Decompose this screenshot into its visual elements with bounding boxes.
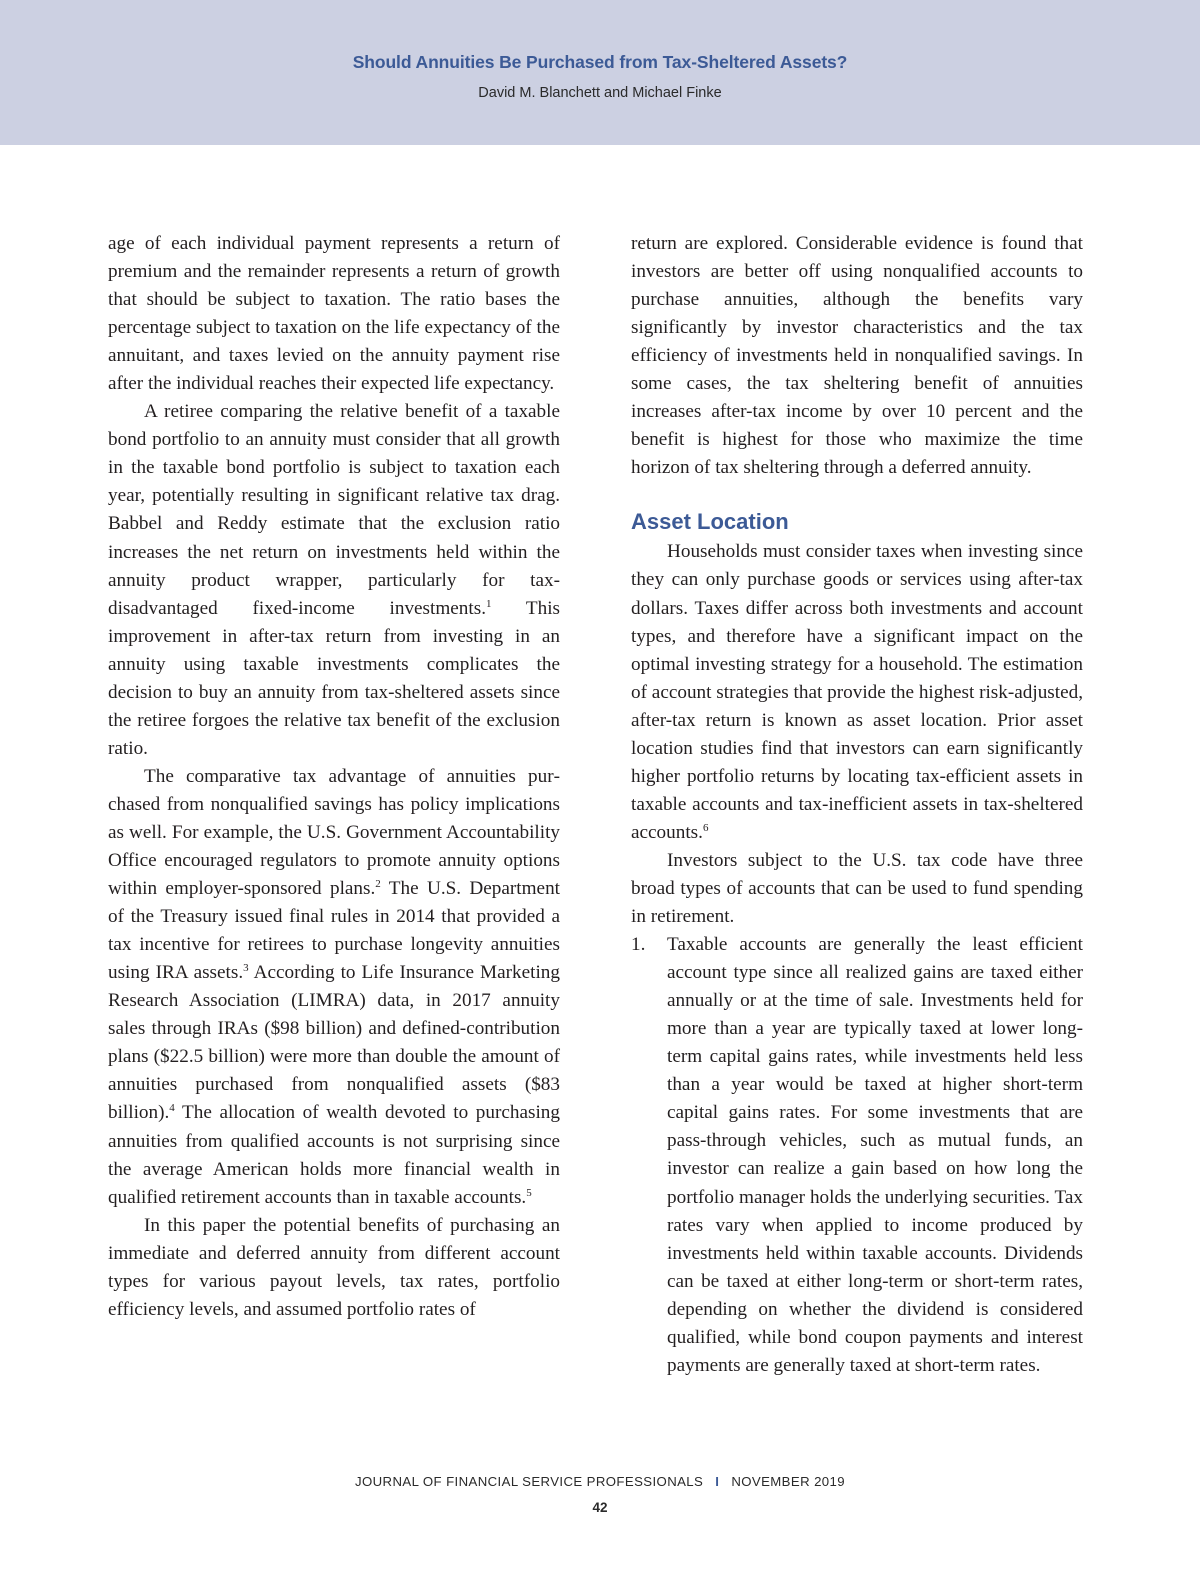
text-run: The allocation of wealth devoted to purchasing annuities from qualified accounts is not surprising since the average American holds more financial wealth in qualified retirement accounts than in taxable accounts. bbox=[108, 1102, 560, 1208]
footnote-ref: 2 bbox=[375, 878, 381, 891]
text-run: A retiree comparing the relative benefit of a taxable bond portfolio to an annuity must consider that all growth in the taxable bond portfolio is subject to taxation each year, potentially resulting in significant relative tax drag. Babbel and Reddy estimate that the exclusion ratio increases the net return on investments held within the annuity product wrapper, particularly for tax-disadvantaged fixed-income investments. bbox=[108, 401, 560, 619]
article-title: Should Annuities Be Purchased from Tax-Sheltered Assets? bbox=[352, 52, 848, 72]
list-marker: 1. bbox=[631, 934, 646, 956]
paragraph: In this paper the potential benefits of purchasing an immediate and deferred annuity from different account types for various payout levels, tax rates, portfolio efficiency levels, and assumed portfolio rates of bbox=[108, 1214, 560, 1320]
footnote-ref: 4 bbox=[169, 1102, 175, 1115]
paragraph: Investors subject to the U.S. tax code have three broad types of accounts that can be used to fund spending in retirement. bbox=[631, 849, 1083, 928]
right-column bbox=[631, 230, 1083, 1380]
footnote-ref: 5 bbox=[526, 1186, 532, 1199]
issue-date: NOVEMBER 2019 bbox=[731, 1474, 846, 1489]
text-run: Households must consider taxes when investing since they can only purchase goods or services using after-tax dollars. Taxes differ across both investments and account types, and therefore have a significant impact on the optimal investing strategy for a household. The estimation of account strategies that provide the highest risk-adjusted, after-tax return is known as asset location. Prior asset location studies find that investors can earn significantly higher portfolio returns by locating tax-efficient assets in taxable accounts and tax-inefficient assets in tax-sheltered accounts. bbox=[631, 541, 1083, 843]
journal-name: JOURNAL OF FINANCIAL SERVICE PROFESSIONALS bbox=[354, 1474, 704, 1489]
footer-journal-line bbox=[0, 1474, 1200, 1489]
paragraph bbox=[108, 763, 560, 1212]
footnote-ref: 6 bbox=[702, 821, 709, 834]
text-run: The U.S. Department of the Treasury issued final rules in 2014 that provided a tax incentive for retirees to purchase longevity annuities using IRA assets. bbox=[108, 878, 560, 984]
footer-separator: I bbox=[715, 1474, 720, 1489]
page-number: 42 bbox=[592, 1500, 608, 1515]
paragraph: return are explored. Considerable evidence is found that investors are better off using nonqualified accounts to purchase annuities, although the benefits vary significantly by investor characteristics and the tax efficiency of investments held in nonqualified savings. In some cases, the tax sheltering benefit of annuities increases after-tax income by over 10 percent and the benefit is highest for those who maximize the time horizon of tax sheltering through a deferred annuity. bbox=[631, 233, 1083, 479]
text-run: This improvement in after-tax return from investing in an annuity using taxable investments complicates the decision to buy an annuity from tax-sheltered assets since the retiree forgoes the relative tax benefit of the exclusion ratio. bbox=[108, 597, 561, 759]
article-authors: David M. Blanchett and Michael Finke bbox=[478, 85, 722, 101]
text-run: According to Life Insurance Marketing Research Association (LIMRA) data, in 2017 annuity sales through IRAs ($98 billion) and defined-contribution plans ($22.5 billion) were more than double the amount of annuities purchased from nonqualified assets ($83 billion). bbox=[108, 962, 560, 1124]
text-run: The comparative tax advantage of annuities purchased from nonqualified savings has policy implications as well. For example, the U.S. Government Accountability Office encouraged regulators to promote annuity options within employer-sponsored plans. bbox=[108, 765, 560, 900]
footnote-ref: 1 bbox=[486, 597, 492, 610]
left-column bbox=[108, 230, 560, 1324]
numbered-list bbox=[631, 931, 1083, 1380]
list-item-text: Taxable accounts are generally the least efficient account type since all realized gains are taxed either annually or at the time of sale. Investments held for more than a year are typically taxed at lower long-term capital gains rates, while investments held less than a year would be taxed at higher short-term capital gains rates. For some investments that are pass-through vehicles, such as mutual funds, an investor can realize a gain based on how long the portfolio manager holds the underlying securities. Tax rates vary when applied to income produced by investments held within taxable accounts. Dividends can be taxed at either long-term or short-term rates, depending on whether the dividend is considered qualified, while bond coupon payments and interest payments are generally taxed at short-term rates. bbox=[667, 934, 1083, 1376]
paragraph bbox=[108, 398, 560, 763]
paragraph: age of each individual payment represents a return of premium and the remainder represents a return of growth that should be subject to taxation. The ratio bases the percentage subject to taxation on the life expectancy of the annuitant, and taxes levied on the annuity payment rise after the individual reaches their expected life expectancy. bbox=[108, 233, 560, 395]
list-item bbox=[631, 931, 1083, 1380]
section-heading: Asset Location bbox=[631, 509, 789, 535]
paragraph bbox=[631, 538, 1083, 847]
footnote-ref: 3 bbox=[243, 962, 249, 975]
header-banner bbox=[0, 0, 1200, 145]
